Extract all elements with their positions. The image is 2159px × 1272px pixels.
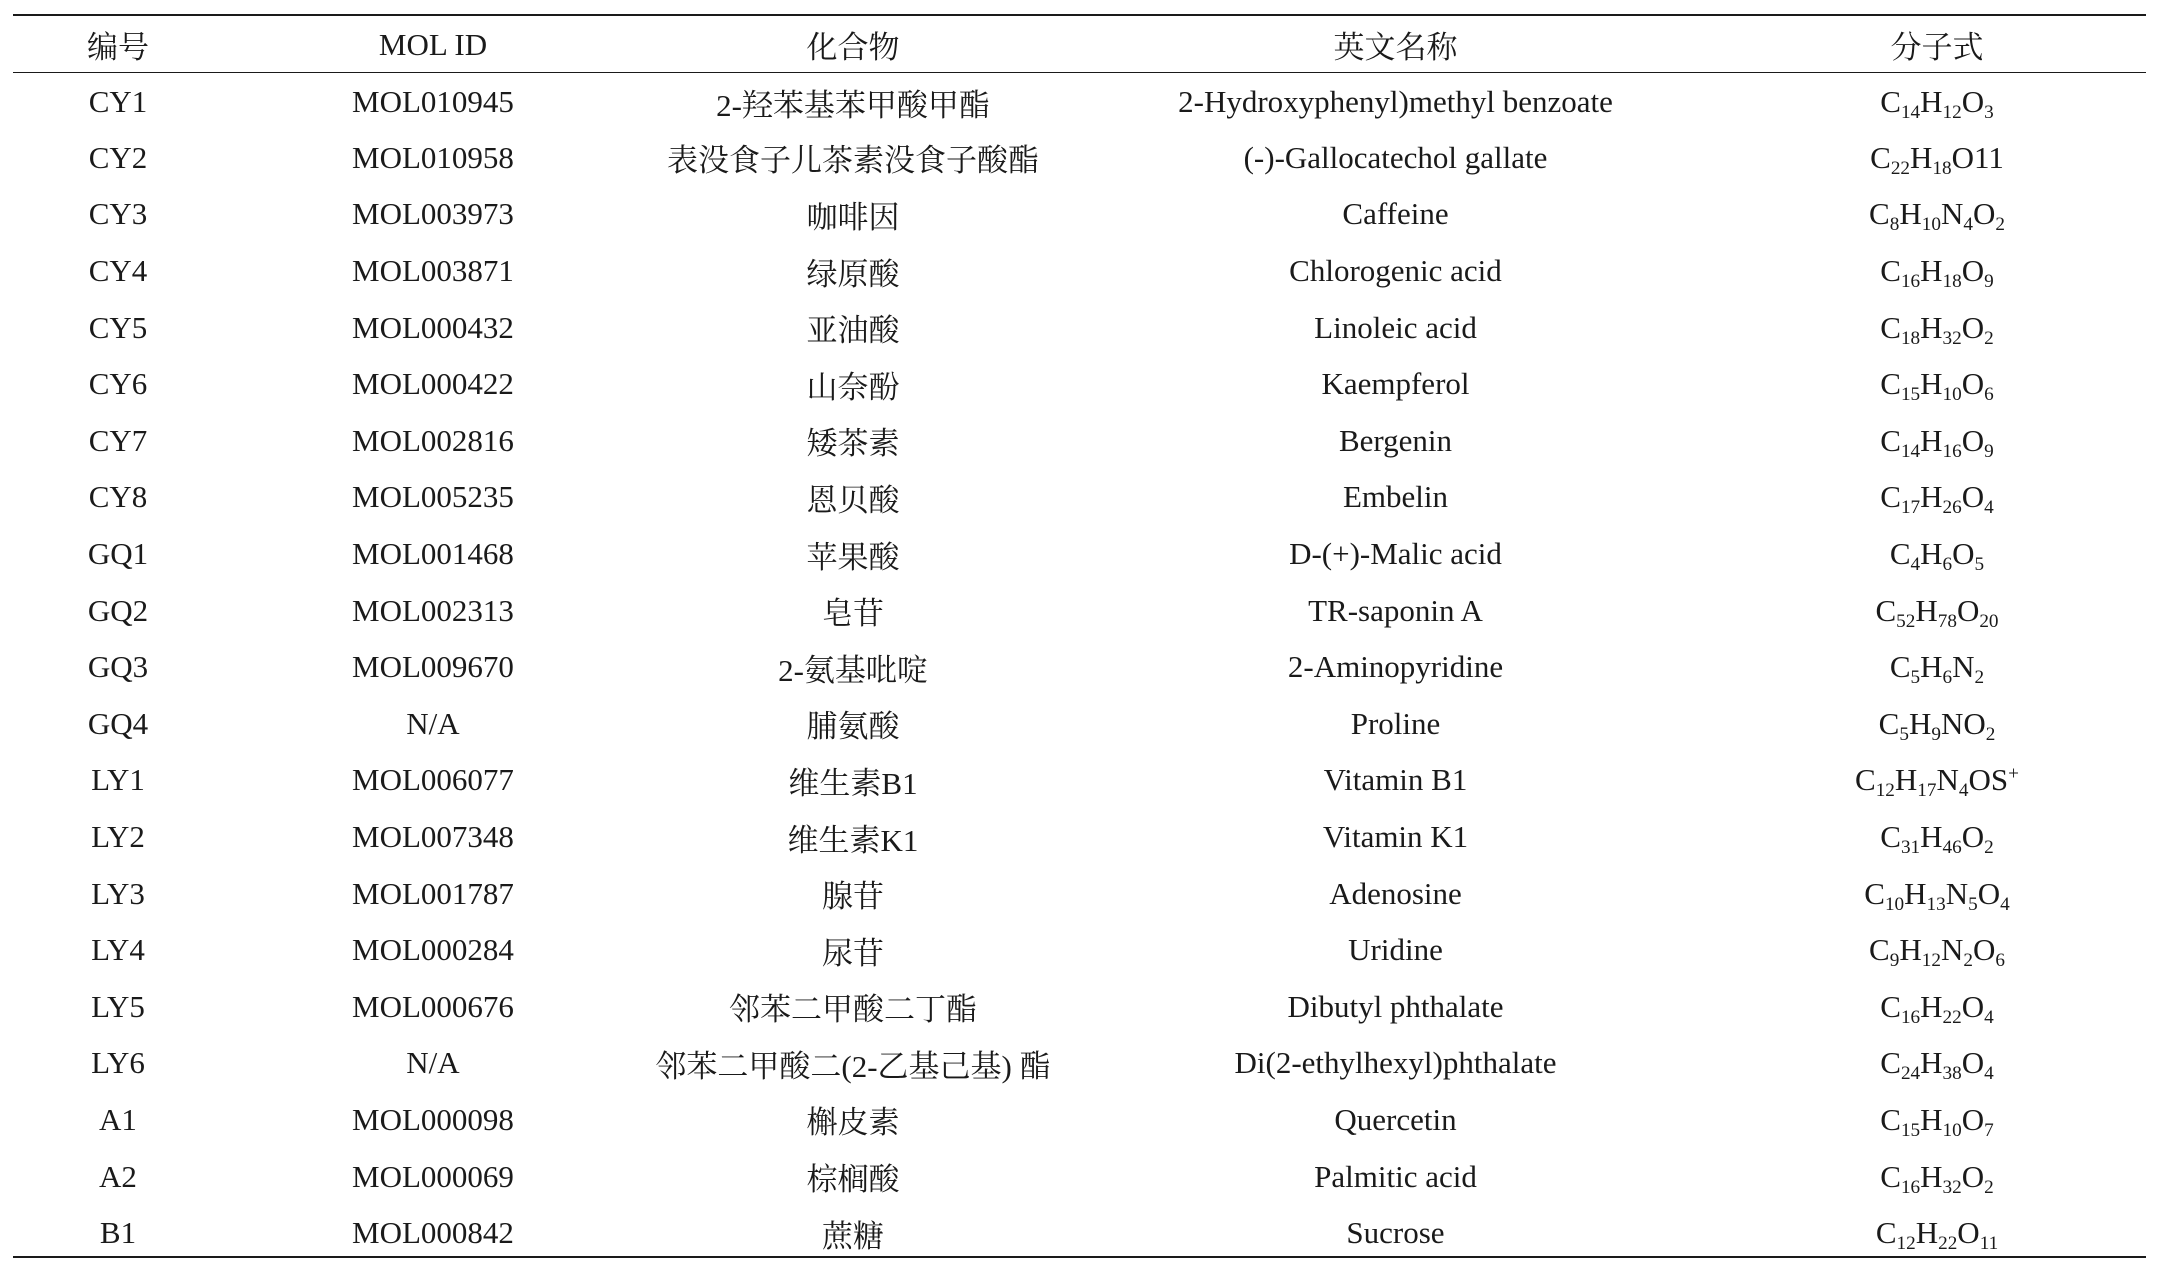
cell-formula	[1728, 186, 2146, 243]
formula-count: 4	[1984, 497, 1994, 519]
cell-formula	[1728, 526, 2146, 583]
formula-element: O	[1961, 479, 1985, 515]
formula-count: 22	[1938, 1233, 1958, 1255]
cell-formula	[1728, 979, 2146, 1036]
formula-count: 14	[1900, 102, 1921, 124]
formula-count: 4	[1910, 554, 1921, 576]
cell-formula	[1728, 1205, 2146, 1262]
cell-english-name: 2-Hydroxyphenyl)methyl benzoate	[1178, 84, 1613, 120]
formula-count: 4	[2000, 893, 2010, 915]
table-row	[13, 243, 2146, 300]
formula-element: O	[1972, 932, 1996, 968]
formula-count: 17	[1917, 780, 1937, 802]
cell-formula	[1728, 865, 2146, 922]
cell-id: LY4	[91, 932, 145, 968]
formula-element: H	[1920, 649, 1943, 685]
cell-formula	[1728, 1092, 2146, 1149]
cell-mol-id: MOL000842	[352, 1215, 514, 1251]
formula-count: 32	[1942, 1176, 1962, 1198]
formula-element: C	[1875, 592, 1897, 628]
cell-english-name: Vitamin K1	[1322, 819, 1469, 855]
cell-compound: 绿原酸	[806, 256, 900, 292]
table-row	[13, 696, 2146, 753]
cell-english-name: Adenosine	[1329, 875, 1462, 911]
cell-mol-id: N/A	[406, 705, 460, 741]
formula-count: 22	[1942, 1006, 1962, 1028]
formula-element: N	[1936, 762, 1959, 798]
cell-english-name: (-)-Gallocatechol gallate	[1243, 139, 1548, 175]
formula-element: C	[1880, 309, 1901, 345]
formula-element: H	[1915, 1215, 1939, 1251]
formula-count: 9	[1984, 271, 1994, 293]
formula-element: N	[1945, 875, 1969, 911]
cell-compound: 恩贝酸	[806, 482, 900, 518]
formula-count: 6	[1995, 950, 2005, 972]
formula-count: 18	[1900, 327, 1921, 349]
formula-element: NO	[1940, 705, 1986, 741]
table-row	[13, 526, 2146, 583]
cell-english-name: 2-Aminopyridine	[1287, 649, 1504, 685]
formula-element: C	[1864, 875, 1885, 911]
cell-english-name: Linoleic acid	[1314, 309, 1477, 345]
cell-id: CY4	[88, 253, 148, 289]
formula-count: 46	[1942, 837, 1962, 859]
table-row	[13, 752, 2146, 809]
formula-count: 8	[1889, 214, 1900, 236]
formula-element: H	[1920, 819, 1943, 855]
formula-count: 5	[1899, 723, 1909, 745]
cell-compound: 脯氨酸	[806, 709, 900, 745]
table-row	[13, 299, 2146, 356]
formula-element: H	[1920, 422, 1943, 458]
cell-mol-id: MOL010958	[352, 139, 514, 175]
formula-element: H	[1920, 84, 1943, 120]
table-row	[13, 186, 2146, 243]
formula-count: 20	[1979, 610, 1999, 632]
formula-element: H	[1920, 1045, 1943, 1081]
cell-mol-id: MOL002313	[352, 592, 514, 628]
formula-count: 5	[1974, 554, 1985, 576]
cell-compound: 2-氨基吡啶	[778, 652, 928, 688]
formula-count: 2	[1984, 327, 1994, 349]
cell-compound: 2-羟苯基苯甲酸甲酯	[716, 87, 990, 123]
cell-id: GQ3	[87, 649, 149, 685]
formula-element: H	[1915, 592, 1938, 628]
formula-element: C	[1880, 253, 1901, 289]
formula-count: 18	[1932, 158, 1952, 180]
cell-english-name: Vitamin B1	[1323, 762, 1468, 798]
formula-count: 3	[1984, 102, 1994, 124]
cell-compound: 矮茶素	[806, 426, 900, 462]
formula-element: O	[1961, 422, 1985, 458]
cell-mol-id: MOL001468	[352, 536, 514, 572]
formula-element: C	[1880, 1045, 1901, 1081]
cell-mol-id: MOL001787	[352, 875, 514, 911]
cell-compound: 邻苯二甲酸二丁酯	[729, 992, 977, 1028]
formula-count: 12	[1896, 1233, 1916, 1255]
cell-id: GQ4	[87, 705, 149, 741]
cell-id: CY1	[88, 84, 148, 120]
formula-element: O	[1961, 1158, 1985, 1194]
cell-formula	[1728, 752, 2146, 809]
cell-compound: 邻苯二甲酸二(2-乙基己基) 酯	[655, 1048, 1051, 1084]
cell-formula	[1728, 696, 2146, 753]
cell-mol-id: MOL000432	[352, 309, 514, 345]
cell-id: LY5	[91, 988, 145, 1024]
formula-count: 12	[1942, 102, 1962, 124]
table-row	[13, 922, 2146, 979]
formula-count: 4	[1984, 1063, 1994, 1085]
cell-formula	[1728, 73, 2146, 130]
cell-compound: 维生素K1	[787, 822, 919, 858]
table-row	[13, 413, 2146, 470]
cell-formula	[1728, 582, 2146, 639]
formula-element: O	[1957, 1215, 1980, 1251]
formula-element: H	[1920, 309, 1943, 345]
formula-element: C	[1880, 366, 1901, 402]
cell-compound: 皂苷	[822, 596, 884, 632]
cell-english-name: Embelin	[1342, 479, 1449, 515]
table-header	[13, 16, 2146, 73]
formula-element: H	[1908, 705, 1932, 741]
cell-mol-id: MOL002816	[352, 422, 514, 458]
formula-element: H	[1910, 139, 1933, 175]
cell-english-name: Chlorogenic acid	[1289, 253, 1502, 289]
formula-count: 26	[1942, 497, 1962, 519]
cell-compound: 苹果酸	[806, 539, 900, 575]
cell-compound: 表没食子儿茶素没食子酸酯	[667, 143, 1039, 179]
cell-id: CY3	[88, 196, 148, 232]
formula-element: O	[1972, 196, 1996, 232]
formula-element: H	[1920, 1158, 1943, 1194]
cell-formula	[1728, 130, 2146, 187]
table-row	[13, 639, 2146, 696]
cell-formula	[1728, 243, 2146, 300]
formula-count: 15	[1900, 384, 1921, 406]
formula-count: 5	[1910, 667, 1921, 689]
cell-id: CY5	[88, 309, 148, 345]
cell-compound: 腺苷	[822, 879, 884, 915]
cell-mol-id: MOL000284	[352, 932, 514, 968]
cell-compound: 棕榈酸	[806, 1162, 900, 1198]
formula-count: 12	[1921, 950, 1941, 972]
formula-count: 17	[1900, 497, 1921, 519]
formula-count: 16	[1900, 1006, 1921, 1028]
header-formula: 分子式	[1890, 30, 1984, 65]
cell-id: CY7	[88, 422, 148, 458]
cell-formula	[1728, 1035, 2146, 1092]
cell-id: A2	[99, 1158, 137, 1194]
formula-element: H	[1920, 479, 1943, 515]
cell-formula	[1728, 1148, 2146, 1205]
formula-count: 9	[1984, 441, 1994, 462]
cell-compound: 尿苷	[822, 935, 884, 971]
cell-mol-id: MOL000676	[352, 988, 514, 1024]
formula-element: C	[1880, 479, 1901, 515]
formula-element: C	[1869, 932, 1890, 968]
cell-english-name: Palmitic acid	[1314, 1158, 1477, 1194]
formula-count: 32	[1942, 327, 1962, 349]
cell-mol-id: MOL009670	[352, 649, 514, 685]
formula-element: C	[1878, 705, 1900, 741]
cell-formula	[1728, 639, 2146, 696]
formula-element: H	[1920, 988, 1943, 1024]
formula-element: O	[1961, 366, 1985, 402]
formula-count: 4	[1963, 214, 1973, 236]
formula-count: 14	[1900, 441, 1921, 462]
formula-count: 6	[1942, 554, 1953, 576]
formula-element: O	[1961, 309, 1985, 345]
formula-element: C	[1880, 988, 1901, 1024]
formula-count: 31	[1900, 837, 1921, 859]
table-row	[13, 1205, 2146, 1262]
cell-id: CY2	[88, 139, 148, 175]
formula-count: 2	[1974, 667, 1985, 689]
table-row	[13, 809, 2146, 866]
table-row	[13, 1092, 2146, 1149]
table-row	[13, 130, 2146, 187]
formula-count: 15	[1900, 1120, 1921, 1142]
table-row	[13, 356, 2146, 413]
cell-formula	[1728, 922, 2146, 979]
table-row	[13, 865, 2146, 922]
compound-table	[13, 16, 2146, 1261]
cell-mol-id: MOL000422	[352, 366, 514, 402]
formula-element: C	[1880, 422, 1901, 458]
formula-element: C	[1869, 196, 1890, 232]
formula-element: C	[1880, 819, 1901, 855]
cell-english-name: Uridine	[1348, 932, 1443, 968]
cell-english-name: Di(2-ethylhexyl)phthalate	[1234, 1045, 1557, 1081]
cell-mol-id: N/A	[406, 1045, 460, 1081]
cell-id: CY6	[88, 366, 148, 402]
formula-element: H	[1920, 1101, 1943, 1137]
formula-element: H	[1899, 196, 1922, 232]
formula-element: H	[1899, 932, 1922, 968]
cell-formula	[1728, 809, 2146, 866]
cell-mol-id: MOL003871	[352, 253, 514, 289]
cell-english-name: Bergenin	[1338, 422, 1453, 458]
formula-element: C	[1880, 1101, 1901, 1137]
formula-count: 12	[1875, 780, 1895, 802]
formula-count: 2	[1984, 1176, 1994, 1198]
formula-count: 2	[1985, 723, 1996, 745]
formula-element: N	[1952, 649, 1975, 685]
formula-element: H	[1920, 536, 1943, 572]
formula-element: O	[1961, 253, 1985, 289]
cell-id: GQ1	[87, 536, 149, 572]
formula-count: 6	[1984, 384, 1994, 406]
cell-english-name: Proline	[1350, 705, 1441, 741]
formula-element: H	[1920, 253, 1943, 289]
header-compound: 化合物	[806, 30, 900, 65]
table-row	[13, 73, 2146, 130]
header-id: 编号	[87, 30, 149, 65]
formula-count: 5	[1968, 893, 1978, 915]
table-row	[13, 582, 2146, 639]
cell-formula	[1728, 413, 2146, 470]
table-body	[13, 73, 2146, 1261]
formula-element: C	[1889, 649, 1911, 685]
cell-id: A1	[99, 1101, 137, 1137]
cell-formula	[1728, 299, 2146, 356]
formula-element: O	[1961, 1101, 1985, 1137]
formula-count: 18	[1942, 271, 1962, 293]
cell-english-name: D-(+)-Malic acid	[1289, 536, 1502, 572]
formula-element: O	[1961, 84, 1985, 120]
formula-element: C	[1870, 139, 1891, 175]
formula-element: O	[1956, 592, 1980, 628]
formula-element: O	[1977, 875, 2001, 911]
cell-english-name: Caffeine	[1342, 196, 1449, 232]
table-row	[13, 1148, 2146, 1205]
formula-count: 9	[1931, 723, 1941, 745]
formula-count: 16	[1900, 1176, 1921, 1198]
table-row	[13, 1035, 2146, 1092]
formula-element: C	[1875, 1215, 1897, 1251]
formula-element: N	[1940, 196, 1964, 232]
formula-element: O11	[1951, 139, 2004, 175]
formula-element: N	[1940, 932, 1964, 968]
formula-element: O	[1961, 819, 1985, 855]
formula-element: C	[1880, 84, 1901, 120]
header-mol-id: MOL ID	[378, 26, 488, 62]
formula-element: O	[1961, 1045, 1985, 1081]
formula-count: 16	[1942, 441, 1962, 462]
cell-mol-id: MOL010945	[352, 84, 514, 120]
formula-count: 10	[1942, 1120, 1962, 1142]
cell-formula	[1728, 469, 2146, 526]
cell-english-name: Sucrose	[1346, 1215, 1445, 1251]
formula-element: H	[1894, 762, 1918, 798]
cell-compound: 槲皮素	[806, 1105, 900, 1141]
cell-compound: 蔗糖	[822, 1218, 884, 1254]
formula-count: 2	[1984, 837, 1994, 859]
formula-element: O	[1952, 536, 1975, 572]
cell-mol-id: MOL005235	[352, 479, 514, 515]
formula-element: H	[1904, 875, 1927, 911]
formula-count: 16	[1900, 271, 1921, 293]
cell-id: LY6	[91, 1045, 145, 1081]
cell-id: LY1	[91, 762, 145, 798]
header-english-name: 英文名称	[1333, 30, 1458, 65]
header-row	[13, 16, 2146, 73]
cell-mol-id: MOL007348	[352, 819, 514, 855]
cell-english-name: Kaempferol	[1321, 366, 1470, 402]
cell-id: CY8	[88, 479, 148, 515]
formula-count: 13	[1926, 893, 1946, 915]
formula-count: 7	[1984, 1120, 1994, 1142]
formula-count: 10	[1942, 384, 1962, 406]
formula-count: 10	[1921, 214, 1941, 236]
formula-count: 52	[1896, 610, 1916, 632]
formula-count: 10	[1884, 893, 1905, 915]
cell-id: LY3	[91, 875, 145, 911]
cell-mol-id: MOL000098	[352, 1101, 514, 1137]
formula-count: 22	[1890, 158, 1911, 180]
cell-formula	[1728, 356, 2146, 413]
cell-mol-id: MOL000069	[352, 1158, 514, 1194]
formula-count: 38	[1942, 1063, 1962, 1085]
cell-compound: 亚油酸	[806, 313, 900, 349]
table-row	[13, 469, 2146, 526]
cell-english-name: Dibutyl phthalate	[1287, 988, 1504, 1024]
formula-count: 9	[1889, 950, 1900, 972]
cell-english-name: Quercetin	[1334, 1101, 1457, 1137]
formula-charge: +	[2008, 763, 2019, 785]
cell-english-name: TR-saponin A	[1308, 592, 1483, 628]
cell-compound: 咖啡因	[806, 199, 900, 235]
formula-count: 2	[1963, 950, 1973, 972]
formula-count: 4	[1984, 1006, 1994, 1028]
formula-element: C	[1855, 762, 1876, 798]
cell-id: LY2	[91, 819, 145, 855]
formula-element: O	[1961, 988, 1985, 1024]
cell-mol-id: MOL003973	[352, 196, 514, 232]
table-row	[13, 979, 2146, 1036]
cell-compound: 维生素B1	[788, 765, 918, 801]
formula-element: H	[1920, 366, 1943, 402]
formula-count: 6	[1942, 667, 1953, 689]
cell-mol-id: MOL006077	[352, 762, 514, 798]
formula-element: C	[1880, 1158, 1901, 1194]
cell-id: B1	[99, 1215, 137, 1251]
formula-element: OS	[1968, 762, 2009, 798]
cell-id: GQ2	[87, 592, 149, 628]
formula-count: 2	[1995, 214, 2005, 236]
formula-count: 78	[1937, 610, 1957, 632]
formula-element: C	[1889, 536, 1911, 572]
cell-compound: 山奈酚	[806, 369, 900, 405]
formula-count: 24	[1900, 1063, 1921, 1085]
formula-count: 4	[1958, 780, 1969, 802]
formula-count: 11	[1979, 1233, 1999, 1255]
